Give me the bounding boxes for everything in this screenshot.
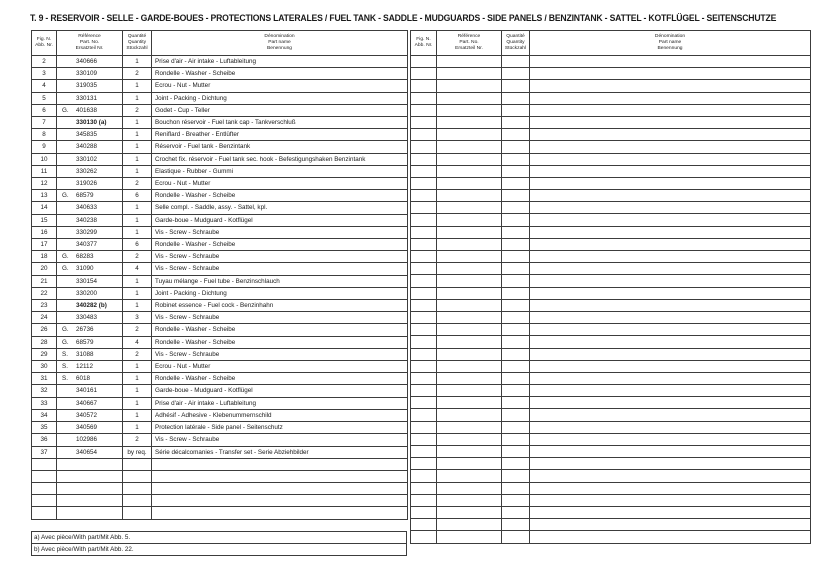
- blank-row: [32, 458, 408, 470]
- footnotes: [31, 531, 407, 556]
- reference-number: [57, 190, 123, 202]
- reference-header: Référence Part. No. Ersatzteil Nr.: [57, 31, 123, 56]
- fig-number: 30: [32, 361, 57, 373]
- reference-value: 330262: [76, 167, 98, 175]
- fig-number: 35: [32, 422, 57, 434]
- fig-number: 22: [32, 287, 57, 299]
- reference-value: 330109: [76, 70, 98, 78]
- fig-number: 21: [32, 275, 57, 287]
- quantity: 4: [123, 263, 152, 275]
- table-row: [32, 287, 408, 299]
- blank-row: [411, 433, 811, 445]
- reference-prefix: G.: [62, 253, 69, 261]
- fig-number: 12: [32, 178, 57, 190]
- part-name: Rondelle - Washer - Scheibe: [152, 190, 408, 202]
- reference-prefix: S.: [62, 363, 68, 371]
- blank-row: [411, 482, 811, 494]
- part-name: Prise d'air - Air intake - Luftableitung: [152, 56, 408, 68]
- table-row: [32, 275, 408, 287]
- quantity-header: Quantité Quantity Stückzahl: [502, 31, 530, 56]
- blank-row: [32, 495, 408, 507]
- quantity: 1: [123, 202, 152, 214]
- blank-row: [411, 141, 811, 153]
- fig-number: 13: [32, 190, 57, 202]
- reference-number: [57, 226, 123, 238]
- table-row: [32, 397, 408, 409]
- quantity: 1: [123, 422, 152, 434]
- reference-value: 340667: [76, 399, 98, 407]
- blank-row: [411, 80, 811, 92]
- part-name: Reniflard - Breather - Entlüfter: [152, 129, 408, 141]
- reference-number: [57, 385, 123, 397]
- reference-value: 12112: [76, 363, 94, 371]
- blank-row: [411, 336, 811, 348]
- footnote-b: b) Avec pièce/With part/Mit Abb. 22.: [34, 546, 134, 553]
- table-row: [32, 336, 408, 348]
- table-row: [32, 300, 408, 312]
- part-name: Rondelle - Washer - Scheibe: [152, 239, 408, 251]
- fig-number: 24: [32, 312, 57, 324]
- reference-value: 68579: [76, 338, 94, 346]
- parts-table: [31, 30, 408, 520]
- table-row: [32, 129, 408, 141]
- part-name: Tuyau mélange - Fuel tube - Benzinschlauch: [152, 275, 408, 287]
- reference-number: [57, 422, 123, 434]
- table-row: [32, 68, 408, 80]
- part-name: Elastique - Rubber - Gummi: [152, 165, 408, 177]
- quantity: 1: [123, 385, 152, 397]
- quantity: 1: [123, 300, 152, 312]
- table-row: [32, 214, 408, 226]
- part-name: Réservoir - Fuel tank - Benzintank: [152, 141, 408, 153]
- reference-number: [57, 178, 123, 190]
- reference-value: 68283: [76, 253, 94, 261]
- part-name-header: Dénomination Part name Benennung: [152, 31, 408, 56]
- fig-number: 33: [32, 397, 57, 409]
- fig-number: 31: [32, 373, 57, 385]
- reference-value: 330154: [76, 277, 98, 285]
- blank-row: [411, 214, 811, 226]
- part-name: Ecrou - Nut - Mutter: [152, 80, 408, 92]
- quantity: 1: [123, 226, 152, 238]
- part-name: Selle compl. - Saddle, assy. - Sattel, kpl.: [152, 202, 408, 214]
- quantity: 2: [123, 68, 152, 80]
- part-name: Vis - Screw - Schraube: [152, 263, 408, 275]
- reference-number: [57, 336, 123, 348]
- fig-header: Fig. N. Abb. Nr.: [32, 31, 57, 56]
- reference-value: 345835: [76, 131, 98, 139]
- reference-number: [57, 214, 123, 226]
- reference-value: 26736: [76, 326, 94, 334]
- reference-number: [57, 446, 123, 458]
- part-name: Vis - Screw - Schraube: [152, 434, 408, 446]
- reference-number: [57, 56, 123, 68]
- reference-value: 340282 (b): [76, 302, 107, 310]
- fig-number: 2: [32, 56, 57, 68]
- reference-value: 6018: [76, 375, 91, 383]
- reference-prefix: S.: [62, 350, 68, 358]
- quantity: 2: [123, 348, 152, 360]
- reference-number: [57, 80, 123, 92]
- table-row: [32, 190, 408, 202]
- part-name: Prise d'air - Air intake - Luftableitung: [152, 397, 408, 409]
- part-name: Ecrou - Nut - Mutter: [152, 178, 408, 190]
- part-name: Vis - Screw - Schraube: [152, 226, 408, 238]
- reference-number: [57, 251, 123, 263]
- fig-number: 15: [32, 214, 57, 226]
- quantity: 2: [123, 104, 152, 116]
- fig-number: 4: [32, 80, 57, 92]
- reference-number: [57, 397, 123, 409]
- blank-row: [411, 299, 811, 311]
- part-name: Série décalcomanies - Transfer set - Serie Abziehbilder: [152, 446, 408, 458]
- part-name: Rondelle - Washer - Scheibe: [152, 324, 408, 336]
- quantity: 1: [123, 56, 152, 68]
- reference-number: [57, 348, 123, 360]
- quantity: 1: [123, 214, 152, 226]
- fig-number: 14: [32, 202, 57, 214]
- reference-number: [57, 409, 123, 421]
- table-row: [32, 422, 408, 434]
- reference-value: 319026: [76, 180, 98, 188]
- blank-row: [411, 116, 811, 128]
- reference-value: 330200: [76, 289, 98, 297]
- page-title: T. 9 - RESERVOIR - SELLE - GARDE-BOUES - PROTECTIONS LATERALES / FUEL TANK - SADDLE - MUDGUARDS - SIDE PANELS / BENZINTANK - SATTEL - KOTFLÜGEL - SEITENSCHUTZE: [30, 13, 777, 23]
- reference-number: [57, 300, 123, 312]
- blank-row: [411, 275, 811, 287]
- fig-header: Fig. N. Abb. Nr.: [411, 31, 437, 56]
- reference-prefix: G.: [62, 265, 69, 273]
- quantity-header: Quantité Quantity Stückzahl: [123, 31, 152, 56]
- quantity: 2: [123, 324, 152, 336]
- blank-row: [411, 348, 811, 360]
- quantity: 1: [123, 117, 152, 129]
- reference-number: [57, 153, 123, 165]
- reference-value: 330131: [76, 94, 98, 102]
- part-name: Adhésif - Adhesive - Klebenummernschild: [152, 409, 408, 421]
- parts-table-header: [32, 31, 408, 56]
- fig-number: 29: [32, 348, 57, 360]
- reference-prefix: G.: [62, 106, 69, 114]
- table-row: [32, 141, 408, 153]
- reference-prefix: G.: [62, 338, 69, 346]
- reference-number: [57, 239, 123, 251]
- blank-row: [32, 483, 408, 495]
- quantity: 3: [123, 312, 152, 324]
- reference-value: 340654: [76, 448, 98, 456]
- blank-row: [411, 226, 811, 238]
- part-name: Joint - Packing - Dichtung: [152, 287, 408, 299]
- reference-value: 31088: [76, 350, 94, 358]
- quantity: 4: [123, 336, 152, 348]
- fig-number: 36: [32, 434, 57, 446]
- blank-row: [411, 519, 811, 531]
- blank-row: [411, 470, 811, 482]
- blank-row: [411, 324, 811, 336]
- blank-row: [411, 165, 811, 177]
- blank-row: [411, 385, 811, 397]
- blank-row: [411, 202, 811, 214]
- reference-value: 340377: [76, 241, 98, 249]
- fig-number: 32: [32, 385, 57, 397]
- reference-value: 340161: [76, 387, 98, 395]
- blank-row: [411, 238, 811, 250]
- blank-row: [411, 177, 811, 189]
- table-row: [32, 324, 408, 336]
- quantity: 2: [123, 178, 152, 190]
- fig-number: 3: [32, 68, 57, 80]
- reference-number: [57, 92, 123, 104]
- table-row: [32, 434, 408, 446]
- blank-row: [411, 409, 811, 421]
- quantity: 6: [123, 190, 152, 202]
- part-name: Rondelle - Washer - Scheibe: [152, 373, 408, 385]
- table-row: [32, 226, 408, 238]
- table-row: [32, 385, 408, 397]
- blank-row: [411, 68, 811, 80]
- part-name-header: Dénomination Part name Benennung: [530, 31, 811, 56]
- part-name: Crochet fix. réservoir - Fuel tank sec. hook - Befestigungshaken Benzintank: [152, 153, 408, 165]
- blank-row: [411, 446, 811, 458]
- reference-number: [57, 312, 123, 324]
- part-name: Robinet essence - Fuel cock - Benzinhahn: [152, 300, 408, 312]
- blank-row: [411, 104, 811, 116]
- reference-number: [57, 129, 123, 141]
- quantity: 6: [123, 239, 152, 251]
- fig-number: 8: [32, 129, 57, 141]
- blank-row: [411, 287, 811, 299]
- fig-number: 5: [32, 92, 57, 104]
- fig-number: 18: [32, 251, 57, 263]
- blank-row: [411, 263, 811, 275]
- reference-value: 330130 (a): [76, 119, 107, 127]
- table-row: [32, 312, 408, 324]
- reference-prefix: G.: [62, 326, 69, 334]
- table-row: [32, 80, 408, 92]
- part-name: Rondelle - Washer - Scheibe: [152, 68, 408, 80]
- fig-number: 23: [32, 300, 57, 312]
- blank-row: [411, 506, 811, 518]
- blank-row: [411, 129, 811, 141]
- table-row: [32, 251, 408, 263]
- quantity: 1: [123, 397, 152, 409]
- blank-row: [32, 470, 408, 482]
- fig-number: 17: [32, 239, 57, 251]
- fig-number: 34: [32, 409, 57, 421]
- reference-value: 102986: [76, 436, 98, 444]
- blank-row: [411, 92, 811, 104]
- blank-table-header: [411, 31, 811, 56]
- reference-value: 330299: [76, 228, 98, 236]
- reference-number: [57, 117, 123, 129]
- reference-number: [57, 275, 123, 287]
- blank-row: [411, 153, 811, 165]
- table-row: [32, 165, 408, 177]
- part-name: Vis - Screw - Schraube: [152, 251, 408, 263]
- part-name: Joint - Packing - Dichtung: [152, 92, 408, 104]
- quantity: 1: [123, 275, 152, 287]
- blank-row: [411, 251, 811, 263]
- table-row: [32, 263, 408, 275]
- fig-number: 37: [32, 446, 57, 458]
- quantity: 1: [123, 165, 152, 177]
- blank-row: [411, 56, 811, 68]
- quantity: 1: [123, 153, 152, 165]
- reference-value: 401638: [76, 106, 98, 114]
- reference-number: [57, 202, 123, 214]
- quantity: 1: [123, 129, 152, 141]
- part-name: Protection latérale - Side panel - Seitenschutz: [152, 422, 408, 434]
- quantity: 1: [123, 287, 152, 299]
- quantity: 1: [123, 361, 152, 373]
- reference-value: 340633: [76, 204, 98, 212]
- table-row: [32, 117, 408, 129]
- quantity: 1: [123, 141, 152, 153]
- quantity: 2: [123, 251, 152, 263]
- reference-number: [57, 141, 123, 153]
- part-name: Ecrou - Nut - Mutter: [152, 361, 408, 373]
- table-row: [32, 239, 408, 251]
- part-name: Vis - Screw - Schraube: [152, 348, 408, 360]
- fig-number: 6: [32, 104, 57, 116]
- quantity: 1: [123, 80, 152, 92]
- blank-row: [411, 494, 811, 506]
- reference-number: [57, 373, 123, 385]
- reference-number: [57, 165, 123, 177]
- table-row: [32, 202, 408, 214]
- part-name: Rondelle - Washer - Scheibe: [152, 336, 408, 348]
- table-row: [32, 92, 408, 104]
- blank-parts-table: [410, 30, 811, 544]
- blank-row: [411, 311, 811, 323]
- blank-row: [411, 360, 811, 372]
- fig-number: 11: [32, 165, 57, 177]
- reference-value: 319035: [76, 82, 98, 90]
- reference-number: [57, 434, 123, 446]
- reference-value: 340572: [76, 411, 98, 419]
- reference-value: 340238: [76, 216, 98, 224]
- reference-value: 330483: [76, 314, 98, 322]
- reference-number: [57, 287, 123, 299]
- reference-value: 330102: [76, 155, 98, 163]
- quantity: 1: [123, 409, 152, 421]
- reference-header: Référence Part. No. Ersatzteil Nr.: [437, 31, 502, 56]
- reference-number: [57, 324, 123, 336]
- reference-value: 31090: [76, 265, 94, 273]
- quantity: by req.: [123, 446, 152, 458]
- part-name: Garde-boue - Mudguard - Kotflügel: [152, 385, 408, 397]
- reference-number: [57, 263, 123, 275]
- part-name: Godet - Cup - Teller: [152, 104, 408, 116]
- fig-number: 7: [32, 117, 57, 129]
- reference-value: 340569: [76, 424, 98, 432]
- table-row: [32, 409, 408, 421]
- quantity: 2: [123, 434, 152, 446]
- quantity: 1: [123, 92, 152, 104]
- reference-value: 340288: [76, 143, 98, 151]
- fig-number: 16: [32, 226, 57, 238]
- part-name: Vis - Screw - Schraube: [152, 312, 408, 324]
- footnote-a: a) Avec pièce/With part/Mit Abb. 5.: [32, 532, 407, 544]
- table-row: [32, 361, 408, 373]
- fig-number: 20: [32, 263, 57, 275]
- fig-number: 28: [32, 336, 57, 348]
- blank-row: [411, 190, 811, 202]
- table-row: [32, 104, 408, 116]
- fig-number: 9: [32, 141, 57, 153]
- blank-row: [411, 531, 811, 543]
- part-name: Garde-boue - Mudguard - Kotflügel: [152, 214, 408, 226]
- reference-number: [57, 104, 123, 116]
- table-row: [32, 153, 408, 165]
- table-row: [32, 446, 408, 458]
- table-row: [32, 348, 408, 360]
- reference-prefix: G.: [62, 192, 69, 200]
- reference-value: 68579: [76, 192, 94, 200]
- part-name: Bouchon réservoir - Fuel tank cap - Tankverschluß: [152, 117, 408, 129]
- table-row: [32, 373, 408, 385]
- blank-row: [411, 458, 811, 470]
- reference-number: [57, 68, 123, 80]
- reference-number: [57, 361, 123, 373]
- fig-number: 10: [32, 153, 57, 165]
- blank-row: [32, 507, 408, 519]
- blank-row: [411, 421, 811, 433]
- reference-prefix: S.: [62, 375, 68, 383]
- quantity: 1: [123, 373, 152, 385]
- table-row: [32, 56, 408, 68]
- table-row: [32, 178, 408, 190]
- blank-row: [411, 397, 811, 409]
- fig-number: 26: [32, 324, 57, 336]
- blank-row: [411, 372, 811, 384]
- reference-value: 340666: [76, 58, 98, 65]
